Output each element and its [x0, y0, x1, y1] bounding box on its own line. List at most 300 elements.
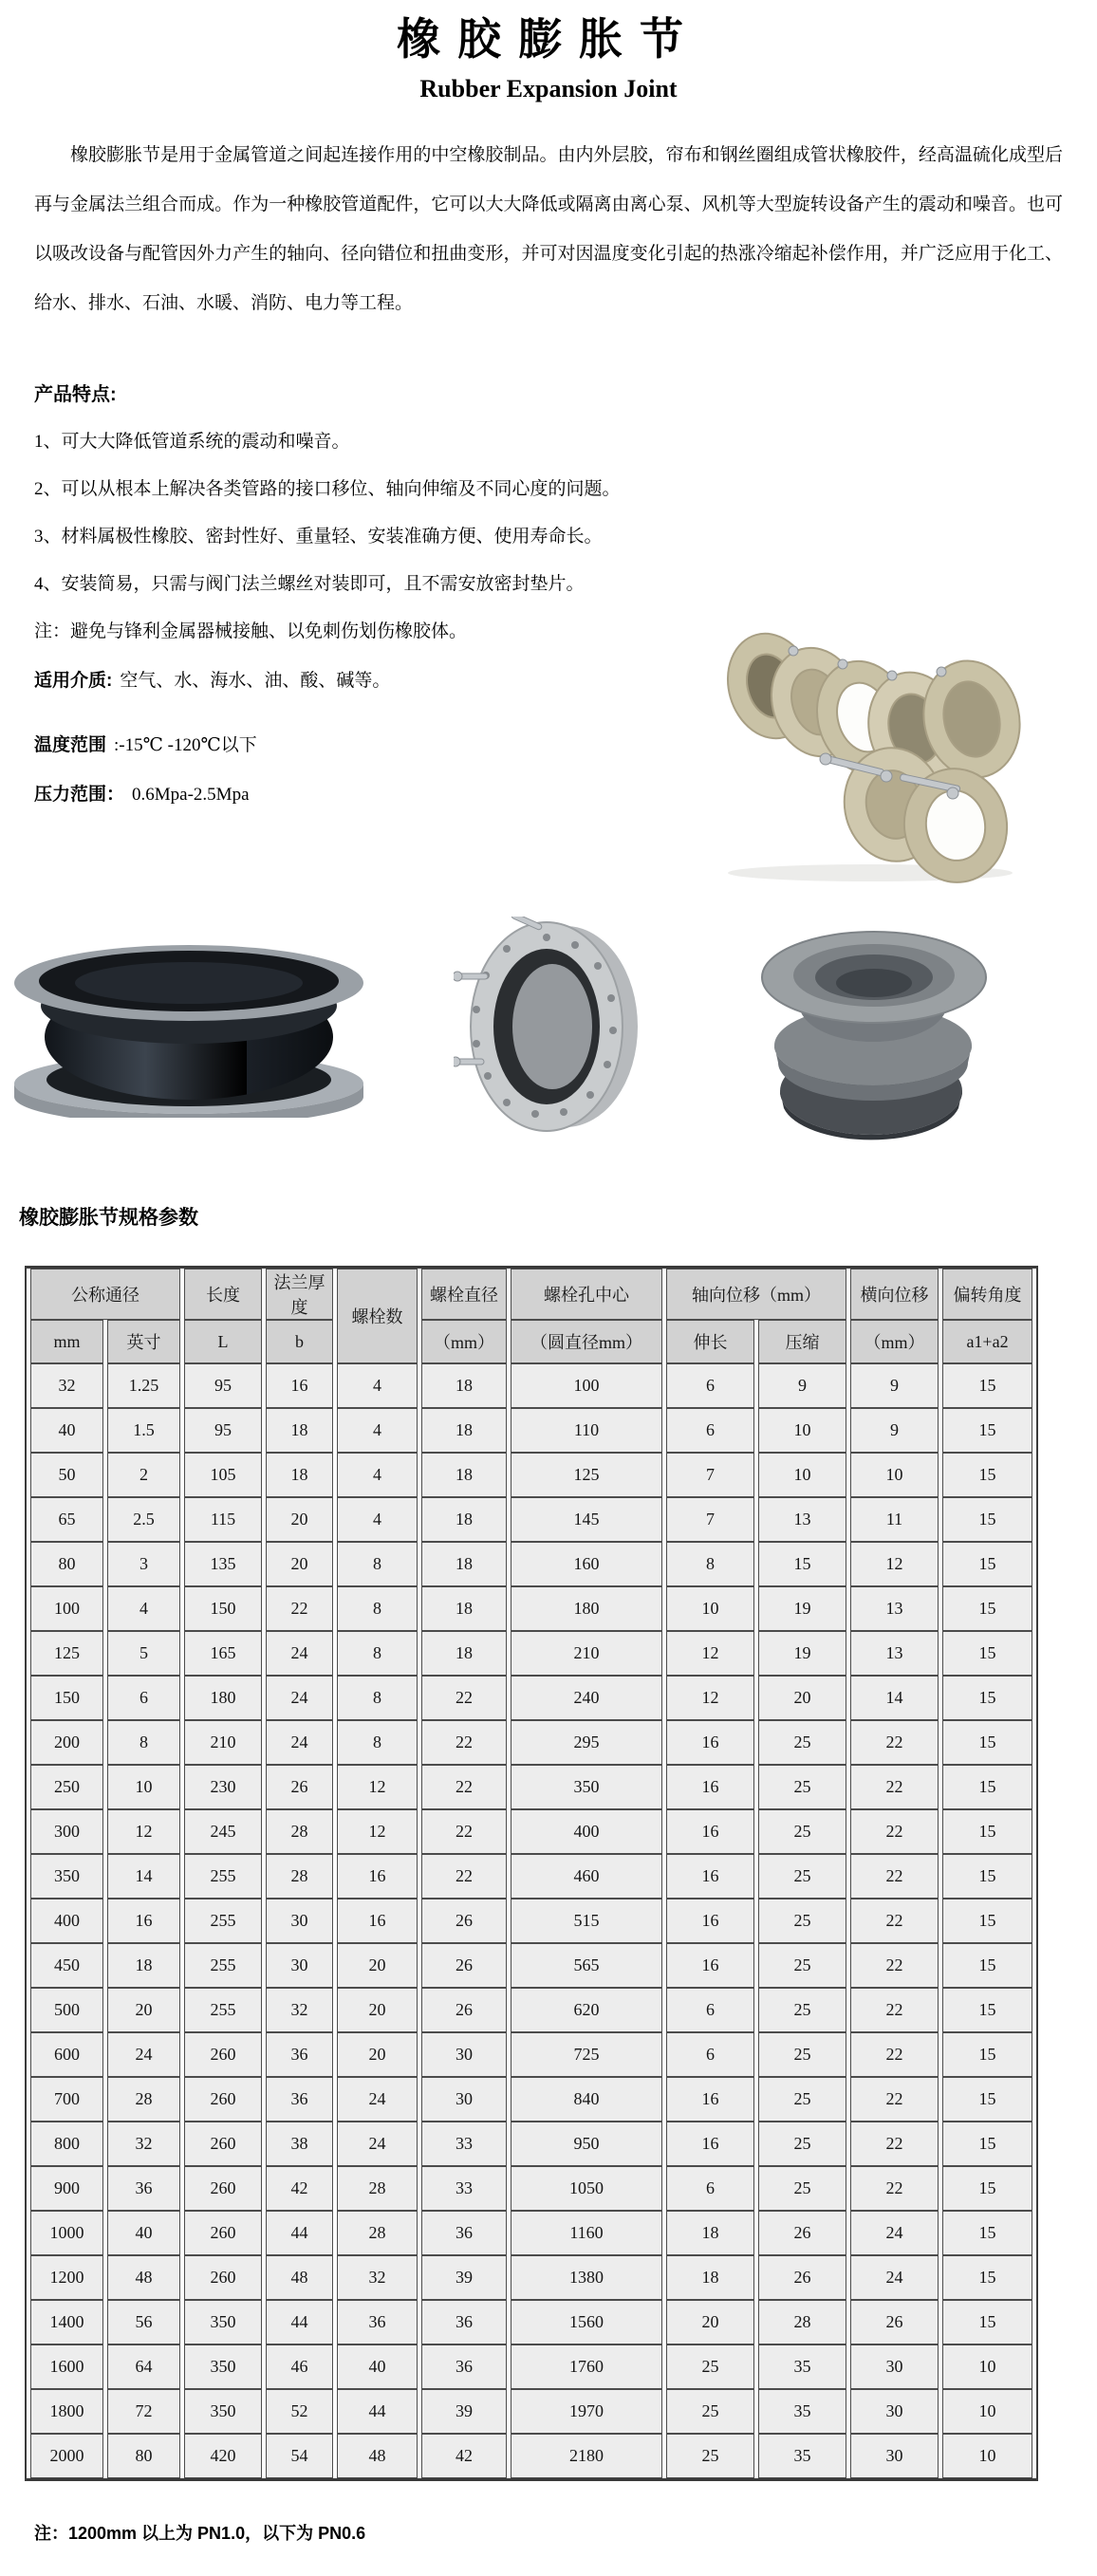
table-cell: 700 [30, 2077, 103, 2122]
table-cell: 32 [266, 1988, 333, 2032]
table-cell: 200 [30, 1720, 103, 1765]
table-cell: 515 [511, 1899, 662, 1943]
table-cell: 25 [758, 1720, 846, 1765]
col-subheader-mm: mm [30, 1320, 103, 1363]
table-cell: 16 [666, 2077, 754, 2122]
table-cell: 20 [337, 1943, 418, 1988]
table-cell: 22 [266, 1586, 333, 1631]
table-cell: 19 [758, 1586, 846, 1631]
table-cell: 22 [850, 1899, 939, 1943]
table-cell: 13 [758, 1497, 846, 1542]
feature-item-4: 4、安装简易，只需与阀门法兰螺丝对装即可，且不需安放密封垫片。 [34, 574, 585, 594]
table-cell: 26 [421, 1899, 507, 1943]
table-cell: 2000 [30, 2434, 103, 2478]
table-cell: 6 [666, 1988, 754, 2032]
table-cell: 13 [850, 1586, 939, 1631]
table-cell: 50 [30, 1453, 103, 1497]
table-cell: 180 [511, 1586, 662, 1631]
table-row [30, 1542, 1032, 1586]
page-title: 橡胶膨胀节 [397, 14, 700, 64]
table-cell: 25 [666, 2344, 754, 2389]
table-cell: 24 [337, 2077, 418, 2122]
table-cell: 56 [107, 2300, 180, 2344]
table-row [30, 1854, 1032, 1899]
table-cell: 620 [511, 1988, 662, 2032]
table-cell: 18 [421, 1363, 507, 1408]
table-cell: 40 [337, 2344, 418, 2389]
table-cell: 10 [666, 1586, 754, 1631]
table-cell: 210 [511, 1631, 662, 1676]
table-cell: 22 [850, 1988, 939, 2032]
table-cell: 10 [850, 1453, 939, 1497]
table-cell: 18 [266, 1453, 333, 1497]
product-photo-gray-rubber-joint [755, 918, 991, 1144]
table-cell: 65 [30, 1497, 103, 1542]
table-cell: 10 [942, 2434, 1032, 2478]
table-cell: 25 [666, 2389, 754, 2434]
spec-table-heading: 橡胶膨胀节规格参数 [19, 1207, 198, 1229]
col-subheader-circle-dia-mm: （圆直径mm） [511, 1320, 662, 1363]
table-cell: 12 [666, 1631, 754, 1676]
table-row [30, 2122, 1032, 2166]
table-cell: 15 [942, 1899, 1032, 1943]
table-cell: 15 [942, 2211, 1032, 2255]
table-cell: 24 [850, 2211, 939, 2255]
table-cell: 25 [758, 1854, 846, 1899]
table-cell: 7 [666, 1453, 754, 1497]
table-cell: 26 [421, 1943, 507, 1988]
product-photo-flange-ring [454, 917, 640, 1137]
table-cell: 15 [942, 1631, 1032, 1676]
table-row [30, 2166, 1032, 2211]
table-row [30, 1765, 1032, 1809]
table-cell: 180 [184, 1676, 262, 1720]
table-cell: 18 [421, 1453, 507, 1497]
table-cell: 40 [30, 1408, 103, 1453]
table-cell: 6 [666, 2166, 754, 2211]
table-row [30, 2255, 1032, 2300]
col-subheader-extension: 伸长 [666, 1320, 754, 1363]
features-heading: 产品特点: [34, 384, 117, 405]
table-cell: 18 [421, 1497, 507, 1542]
table-cell: 28 [266, 1809, 333, 1854]
table-cell: 500 [30, 1988, 103, 2032]
table-cell: 2 [107, 1453, 180, 1497]
table-cell: 32 [107, 2122, 180, 2166]
table-cell: 30 [850, 2389, 939, 2434]
table-cell: 35 [758, 2344, 846, 2389]
table-cell: 8 [107, 1720, 180, 1765]
table-cell: 64 [107, 2344, 180, 2389]
table-cell: 350 [511, 1765, 662, 1809]
table-cell: 15 [942, 1497, 1032, 1542]
table-cell: 260 [184, 2166, 262, 2211]
table-row [30, 1497, 1032, 1542]
table-cell: 240 [511, 1676, 662, 1720]
table-cell: 350 [184, 2344, 262, 2389]
table-cell: 300 [30, 1809, 103, 1854]
table-cell: 72 [107, 2389, 180, 2434]
table-cell: 15 [942, 1542, 1032, 1586]
col-header-axial-displacement: 轴向位移（mm） [666, 1269, 846, 1320]
table-row [30, 1943, 1032, 1988]
col-subheader-inch: 英寸 [107, 1320, 180, 1363]
table-cell: 25 [758, 1899, 846, 1943]
table-cell: 14 [107, 1854, 180, 1899]
table-cell: 33 [421, 2122, 507, 2166]
table-row [30, 2434, 1032, 2478]
table-cell: 25 [666, 2434, 754, 2478]
table-cell: 12 [666, 1676, 754, 1720]
table-cell: 22 [850, 2122, 939, 2166]
table-cell: 260 [184, 2032, 262, 2077]
table-cell: 15 [942, 1943, 1032, 1988]
table-cell: 15 [942, 1809, 1032, 1854]
table-row [30, 1586, 1032, 1631]
table-cell: 1200 [30, 2255, 103, 2300]
table-cell: 565 [511, 1943, 662, 1988]
spec-table-header [30, 1269, 1032, 1363]
table-cell: 22 [421, 1854, 507, 1899]
product-photo-wrapped-joints-stack [714, 577, 1027, 890]
table-cell: 245 [184, 1809, 262, 1854]
table-row [30, 2344, 1032, 2389]
table-cell: 1000 [30, 2211, 103, 2255]
table-cell: 30 [266, 1943, 333, 1988]
table-cell: 42 [421, 2434, 507, 2478]
table-cell: 255 [184, 1943, 262, 1988]
table-cell: 28 [337, 2166, 418, 2211]
table-cell: 135 [184, 1542, 262, 1586]
table-cell: 80 [107, 2434, 180, 2478]
table-cell: 44 [266, 2211, 333, 2255]
table-cell: 24 [266, 1631, 333, 1676]
table-cell: 1400 [30, 2300, 103, 2344]
table-cell: 46 [266, 2344, 333, 2389]
table-footnote: 注：1200mm 以上为 PN1.0，以下为 PN0.6 [34, 2524, 366, 2543]
table-cell: 16 [266, 1363, 333, 1408]
table-cell: 10 [107, 1765, 180, 1809]
table-cell: 16 [666, 1720, 754, 1765]
table-cell: 22 [850, 2166, 939, 2211]
table-cell: 18 [666, 2211, 754, 2255]
table-cell: 35 [758, 2389, 846, 2434]
table-cell: 32 [337, 2255, 418, 2300]
table-cell: 25 [758, 2122, 846, 2166]
table-row [30, 1988, 1032, 2032]
table-cell: 350 [30, 1854, 103, 1899]
product-photo-black-rubber-joint [9, 939, 368, 1118]
table-cell: 1560 [511, 2300, 662, 2344]
table-cell: 295 [511, 1720, 662, 1765]
table-cell: 350 [184, 2300, 262, 2344]
table-row [30, 1631, 1032, 1676]
table-cell: 48 [337, 2434, 418, 2478]
table-cell: 9 [758, 1363, 846, 1408]
table-cell: 18 [266, 1408, 333, 1453]
table-cell: 420 [184, 2434, 262, 2478]
table-cell: 36 [421, 2300, 507, 2344]
table-cell: 25 [758, 2077, 846, 2122]
table-cell: 25 [758, 1988, 846, 2032]
table-cell: 80 [30, 1542, 103, 1586]
table-cell: 36 [421, 2211, 507, 2255]
table-cell: 16 [666, 1854, 754, 1899]
table-cell: 450 [30, 1943, 103, 1988]
table-cell: 15 [942, 2122, 1032, 2166]
col-header-bolt-diameter: 螺栓直径 [421, 1269, 507, 1320]
table-cell: 44 [337, 2389, 418, 2434]
table-row [30, 1363, 1032, 1408]
table-cell: 16 [666, 2122, 754, 2166]
table-cell: 15 [942, 1854, 1032, 1899]
table-cell: 260 [184, 2211, 262, 2255]
table-cell: 400 [511, 1809, 662, 1854]
table-cell: 20 [337, 1988, 418, 2032]
table-cell: 32 [30, 1363, 103, 1408]
table-cell: 22 [421, 1809, 507, 1854]
table-row [30, 2032, 1032, 2077]
table-cell: 54 [266, 2434, 333, 2478]
table-cell: 26 [421, 1988, 507, 2032]
table-cell: 7 [666, 1497, 754, 1542]
table-cell: 20 [337, 2032, 418, 2077]
table-cell: 125 [511, 1453, 662, 1497]
col-subheader-b: b [266, 1320, 333, 1363]
table-cell: 24 [337, 2122, 418, 2166]
table-cell: 18 [421, 1586, 507, 1631]
table-row [30, 2389, 1032, 2434]
table-cell: 6 [666, 1408, 754, 1453]
table-cell: 8 [666, 1542, 754, 1586]
table-cell: 250 [30, 1765, 103, 1809]
table-cell: 1760 [511, 2344, 662, 2389]
table-cell: 15 [942, 1363, 1032, 1408]
table-cell: 400 [30, 1899, 103, 1943]
table-cell: 2180 [511, 2434, 662, 2478]
table-cell: 20 [666, 2300, 754, 2344]
table-cell: 15 [942, 1676, 1032, 1720]
col-header-deflection-angle: 偏转角度 [942, 1269, 1032, 1320]
table-cell: 22 [421, 1676, 507, 1720]
spec-table [25, 1266, 1038, 2481]
table-cell: 255 [184, 1899, 262, 1943]
table-cell: 6 [666, 2032, 754, 2077]
table-cell: 18 [666, 2255, 754, 2300]
table-cell: 8 [337, 1586, 418, 1631]
table-cell: 20 [266, 1497, 333, 1542]
table-cell: 6 [666, 1363, 754, 1408]
table-cell: 16 [666, 1809, 754, 1854]
table-cell: 150 [184, 1586, 262, 1631]
table-cell: 9 [850, 1408, 939, 1453]
table-cell: 12 [337, 1809, 418, 1854]
table-cell: 16 [666, 1765, 754, 1809]
table-cell: 38 [266, 2122, 333, 2166]
table-cell: 255 [184, 1988, 262, 2032]
table-row [30, 2300, 1032, 2344]
table-cell: 15 [758, 1542, 846, 1586]
table-cell: 1.5 [107, 1408, 180, 1453]
table-cell: 16 [337, 1899, 418, 1943]
table-cell: 16 [107, 1899, 180, 1943]
col-header-flange-thickness: 法兰厚度 [266, 1269, 333, 1320]
table-cell: 25 [758, 1943, 846, 1988]
table-cell: 16 [337, 1854, 418, 1899]
table-cell: 10 [942, 2344, 1032, 2389]
table-cell: 25 [758, 1765, 846, 1809]
table-cell: 460 [511, 1854, 662, 1899]
table-cell: 260 [184, 2122, 262, 2166]
table-cell: 18 [421, 1408, 507, 1453]
table-cell: 18 [421, 1542, 507, 1586]
table-cell: 95 [184, 1408, 262, 1453]
spec-value-pressure: 0.6Mpa-2.5Mpa [132, 785, 250, 805]
table-cell: 9 [850, 1363, 939, 1408]
col-subheader-L: L [184, 1320, 262, 1363]
table-cell: 230 [184, 1765, 262, 1809]
table-cell: 48 [266, 2255, 333, 2300]
page-subtitle: Rubber Expansion Joint [419, 75, 678, 102]
table-cell: 1380 [511, 2255, 662, 2300]
table-cell: 20 [266, 1542, 333, 1586]
table-cell: 22 [850, 2077, 939, 2122]
table-cell: 24 [266, 1720, 333, 1765]
table-cell: 350 [184, 2389, 262, 2434]
table-cell: 15 [942, 2166, 1032, 2211]
table-cell: 210 [184, 1720, 262, 1765]
table-cell: 15 [942, 1408, 1032, 1453]
table-cell: 1.25 [107, 1363, 180, 1408]
col-header-nominal-diameter: 公称通径 [30, 1269, 180, 1320]
table-cell: 42 [266, 2166, 333, 2211]
table-cell: 30 [421, 2032, 507, 2077]
table-cell: 36 [421, 2344, 507, 2389]
table-cell: 19 [758, 1631, 846, 1676]
table-cell: 260 [184, 2255, 262, 2300]
table-cell: 95 [184, 1363, 262, 1408]
table-cell: 16 [666, 1943, 754, 1988]
col-subheader-bolt-dia-mm: （mm） [421, 1320, 507, 1363]
table-cell: 15 [942, 1765, 1032, 1809]
table-cell: 950 [511, 2122, 662, 2166]
table-cell: 22 [850, 1943, 939, 1988]
spec-value-temperature: :-15℃ -120℃以下 [114, 735, 257, 755]
table-cell: 36 [266, 2077, 333, 2122]
table-cell: 40 [107, 2211, 180, 2255]
table-cell: 28 [107, 2077, 180, 2122]
feature-item-1: 1、可大大降低管道系统的震动和噪音。 [34, 432, 350, 452]
col-header-length: 长度 [184, 1269, 262, 1320]
table-cell: 30 [850, 2344, 939, 2389]
table-cell: 36 [107, 2166, 180, 2211]
table-cell: 13 [850, 1631, 939, 1676]
table-cell: 1160 [511, 2211, 662, 2255]
table-cell: 39 [421, 2255, 507, 2300]
table-cell: 3 [107, 1542, 180, 1586]
table-cell: 6 [107, 1676, 180, 1720]
table-cell: 12 [850, 1542, 939, 1586]
table-cell: 26 [758, 2211, 846, 2255]
spec-label-media: 适用介质: [34, 671, 113, 691]
table-cell: 14 [850, 1676, 939, 1720]
col-subheader-compression: 压缩 [758, 1320, 846, 1363]
table-cell: 22 [421, 1765, 507, 1809]
table-cell: 22 [421, 1720, 507, 1765]
table-cell: 30 [850, 2434, 939, 2478]
table-cell: 600 [30, 2032, 103, 2077]
table-cell: 25 [758, 2032, 846, 2077]
table-cell: 12 [107, 1809, 180, 1854]
table-cell: 160 [511, 1542, 662, 1586]
table-cell: 1050 [511, 2166, 662, 2211]
table-cell: 115 [184, 1497, 262, 1542]
table-cell: 24 [266, 1676, 333, 1720]
table-cell: 10 [758, 1453, 846, 1497]
feature-note: 注：避免与锋利金属器械接触、以免刺伤划伤橡胶体。 [34, 621, 468, 641]
table-cell: 39 [421, 2389, 507, 2434]
table-row [30, 2211, 1032, 2255]
spec-label-temperature: 温度范围 [34, 735, 107, 755]
table-cell: 20 [758, 1676, 846, 1720]
table-cell: 28 [337, 2211, 418, 2255]
table-cell: 4 [337, 1453, 418, 1497]
table-cell: 22 [850, 1854, 939, 1899]
table-cell: 1600 [30, 2344, 103, 2389]
table-cell: 1970 [511, 2389, 662, 2434]
table-cell: 125 [30, 1631, 103, 1676]
table-cell: 15 [942, 2032, 1032, 2077]
col-subheader-lateral-mm: （mm） [850, 1320, 939, 1363]
table-row [30, 1809, 1032, 1854]
table-cell: 840 [511, 2077, 662, 2122]
table-cell: 25 [758, 2166, 846, 2211]
table-cell: 28 [758, 2300, 846, 2344]
table-cell: 36 [337, 2300, 418, 2344]
spec-value-media: 空气、水、海水、油、酸、碱等。 [120, 671, 391, 691]
table-row [30, 1408, 1032, 1453]
intro-paragraph: 橡胶膨胀节是用于金属管道之间起连接作用的中空橡胶制品。由内外层胶，帘布和钢丝圈组成管状橡胶件，经高温硫化成型后再与金属法兰组合而成。作为一种橡胶管道配件，它可以大大降低或隔离由离心泵、风机等大型旋转设备产生的震动和噪音。也可以吸改设备与配管因外力产生的轴向、径向错位和扭曲变形，并可对因温度变化引起的热涨冷缩起补偿作用，并广泛应用于化工、给水、排水、石油、水暖、消防、电力等工程。 [34, 145, 1063, 313]
table-cell: 110 [511, 1408, 662, 1453]
table-cell: 44 [266, 2300, 333, 2344]
table-cell: 20 [107, 1988, 180, 2032]
table-cell: 48 [107, 2255, 180, 2300]
table-cell: 16 [666, 1899, 754, 1943]
table-cell: 24 [850, 2255, 939, 2300]
table-cell: 12 [337, 1765, 418, 1809]
table-cell: 150 [30, 1676, 103, 1720]
table-cell: 18 [107, 1943, 180, 1988]
table-cell: 26 [758, 2255, 846, 2300]
col-header-bolt-count: 螺栓数 [337, 1269, 418, 1363]
table-cell: 4 [337, 1408, 418, 1453]
table-cell: 8 [337, 1676, 418, 1720]
table-cell: 30 [421, 2077, 507, 2122]
table-cell: 8 [337, 1720, 418, 1765]
table-cell: 165 [184, 1631, 262, 1676]
table-cell: 800 [30, 2122, 103, 2166]
table-cell: 2.5 [107, 1497, 180, 1542]
table-cell: 26 [850, 2300, 939, 2344]
table-cell: 100 [30, 1586, 103, 1631]
table-cell: 15 [942, 1720, 1032, 1765]
table-cell: 18 [421, 1631, 507, 1676]
table-cell: 10 [758, 1408, 846, 1453]
table-cell: 22 [850, 1720, 939, 1765]
table-cell: 255 [184, 1854, 262, 1899]
table-cell: 11 [850, 1497, 939, 1542]
feature-item-3: 3、材料属极性橡胶、密封性好、重量轻、安装准确方便、使用寿命长。 [34, 527, 603, 547]
